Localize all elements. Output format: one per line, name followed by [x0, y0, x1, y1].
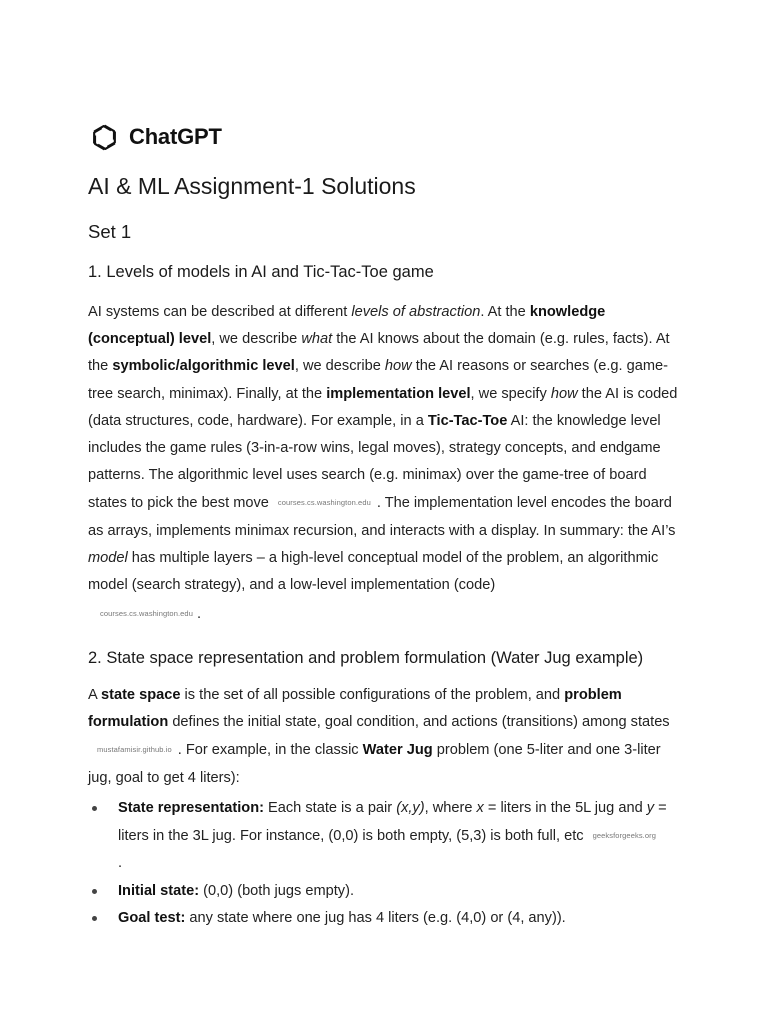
- section-2-paragraph: [88, 682, 688, 792]
- text: AI systems can be described at different: [88, 304, 352, 320]
- text: defines the initial state, goal condition, and actions (transitions) among states: [168, 714, 670, 731]
- bold-term: implementation level: [326, 385, 471, 402]
- text: (0,0) (both jugs empty).: [199, 882, 355, 899]
- bullet-label: State representation:: [118, 800, 264, 816]
- text: has multiple layers – a high-level conceptual model of the problem, an algorithmic model (search strategy), and a low-level implementation (code): [88, 549, 659, 594]
- text: . At the: [480, 304, 530, 320]
- bold-term: knowledge (conceptual) level: [88, 304, 606, 348]
- emphasis: x: [476, 800, 484, 816]
- citation-link[interactable]: courses.cs.washington.edu: [277, 498, 371, 508]
- text: is the set of all possible configurations of the problem, and: [180, 687, 565, 703]
- text: AI: the knowledge level includes the game rules (3-in-a-row wins, legal moves), strategy concepts, and endgame patterns. The algorithmic level uses search (e.g. minimax) over the game-tree of board states to pick the best move: [88, 412, 661, 512]
- text: , we describe: [211, 331, 302, 348]
- text: , where: [424, 800, 477, 816]
- emphasis: model: [88, 549, 128, 566]
- text: , we describe: [294, 358, 385, 375]
- bold-term: Tic-Tac-Toe: [427, 412, 508, 429]
- bold-term: symbolic/algorithmic level: [112, 358, 295, 375]
- bullet-label: Goal test:: [118, 909, 186, 926]
- emphasis: levels of abstraction: [351, 304, 481, 320]
- list-item: [88, 795, 678, 878]
- emphasis: how: [550, 385, 578, 402]
- text: = liters in the 3L jug. For instance, (0,0) is both empty, (5,3) is both full, etc: [118, 800, 667, 845]
- bullet-icon: [92, 916, 97, 921]
- emphasis: what: [301, 331, 333, 348]
- text: . The implementation level encodes the board as arrays, implements minimax recursion, and interacts with a display. In summary: the AI’s: [88, 495, 676, 539]
- text: any state where one jug has 4 liters (e.g. (4,0) or (4, any)).: [185, 909, 566, 926]
- text: the AI reasons or searches (e.g. game-tree search, minimax). Finally, at the: [88, 358, 669, 402]
- brand-name: ChatGPT: [129, 124, 222, 149]
- emphasis: how: [384, 358, 412, 375]
- set-title: Set 1: [88, 221, 132, 242]
- text: , we specify: [470, 385, 551, 402]
- openai-logo-icon: [88, 121, 121, 154]
- text: the AI is coded (data structures, code, hardware). For example, in a: [88, 385, 678, 429]
- citation-link[interactable]: courses.cs.washington.edu: [100, 609, 193, 619]
- bold-term: problem formulation: [88, 687, 622, 731]
- emphasis: y: [646, 800, 655, 816]
- citation-line: [100, 599, 688, 629]
- bullet-icon: [92, 806, 97, 811]
- bold-term: state space: [100, 687, 181, 703]
- brand-header: [88, 120, 222, 154]
- bullet-label: Initial state:: [118, 882, 200, 899]
- text: Each state is a pair: [263, 800, 397, 816]
- text: = liters in the 5L jug and: [483, 800, 647, 816]
- text: the AI knows about the domain (e.g. rules, facts). At the: [88, 331, 670, 375]
- text: .: [118, 855, 123, 872]
- emphasis: (x,y): [396, 800, 425, 816]
- list-item: [88, 905, 678, 932]
- section-1-paragraph: [88, 299, 688, 629]
- citation-link[interactable]: geeksforgeeks.org: [592, 831, 656, 841]
- list-item: [88, 878, 678, 905]
- text: . For example, in the classic: [177, 742, 363, 759]
- section-2-heading: 2. State space representation and problem formulation (Water Jug example): [88, 649, 644, 667]
- section-1-heading: 1. Levels of models in AI and Tic-Tac-Toe game: [88, 263, 434, 281]
- text: .: [196, 606, 202, 623]
- text: problem (one 5-liter and one 3-liter jug, goal to get 4 liters):: [88, 742, 661, 786]
- citation-link[interactable]: mustafamisir.github.io: [97, 745, 172, 755]
- text: A: [88, 687, 101, 703]
- bullet-icon: [92, 889, 97, 894]
- water-jug-bullet-list: [88, 795, 678, 932]
- document-title: AI & ML Assignment-1 Solutions: [88, 173, 416, 199]
- bold-term: Water Jug: [362, 742, 433, 759]
